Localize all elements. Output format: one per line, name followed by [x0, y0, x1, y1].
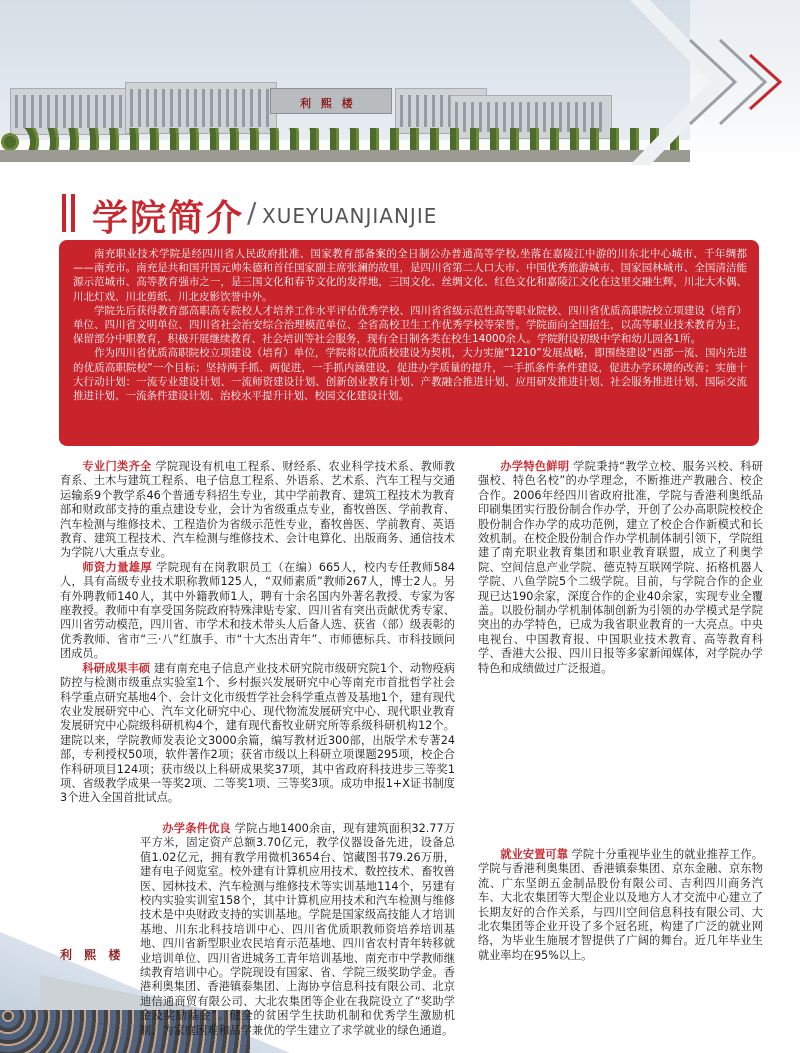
faculty-section — [60, 561, 455, 662]
intro-box — [59, 240, 759, 446]
research-text: 建有南充电子信息产业技术研究院市级研究院1个、动物疫病防控与检测市级重点实验室1个、乡村振兴发展研究中心等南充市首批哲学社会科学重点研究基地4个、会计文化市级哲学社会科学重点普及基地1个，建有现代农业发展研究中心、汽车文化研究中心、现代物流发展研究中心、现代职业教育发展研究中心院级科研机构4个，建有现代畜牧业研究所等系级科研机构12个。建院以来，学院教师发表论文3000余篇，编写教材近300部，出版学术专著24部，专利授权50项，软件著作2项；获省市级以上科研立项课题295项，校企合作科研项目124项；获市级以上科研成果奖37项，其中省政府科技进步三等奖1项、省级教学成果一等奖2项、二等奖1项、三等奖3项。成功申报1+X证书制度3个进入全国首批试点。 — [60, 661, 455, 805]
title-bar-right — [71, 194, 75, 232]
intro-paragraph: 作为四川省优质高职院校立项建设（培育）单位，学院将以优质校建设为契机，大力实施“1210”发展战略，即围绕建设“西部一流、国内先进的优质高职院校”一个目标；坚持两手抓、两促进，一手抓内涵建设，促进办学质量的提升，一手抓条件条件建设，促进办学环境的改善；实施十大行动计划：一流专业建设计划、一流师资建设计划、创新创业教育计划、产教融合推进计划、应用研发推进计划、社会服务推进计划、国际交流推进计划、一流条件建设计划、治校水平提升计划、校园文化建设计划。 — [73, 347, 747, 403]
features-text: 学院秉持“教学立校、服务兴校、科研强校、特色名校”的办学理念，不断推进产教融合、校企合作。2006年经四川省政府批准，学院与香港利奥纸品印刷集团实行股份制合作办学，开创了公办高职院校校企股份制合作办学的成功范例，建立了校企合作新模式和长效机制。在校企股份制合作办学机制体制引领下，学院组建了南充职业教育集团和职业教育联盟，成立了利奥学院、空间信息产业学院、德克特互联网学院、拓格机器人学院、八鱼学院5个二级学院。目前，与学院合作的企业现已达190余家，深度合作的企业40余家，实现专业全覆盖。以股份制办学机制体制创新为引领的办学模式是学院突出的办学特色，已成为我省职业教育的一大亮点。中央电视台、中国教育报、中国职业技术教育、高等教育科学、香港大公报、四川日报等多家新闻媒体，对学院办学特色和成绩做过广泛报道。 — [478, 460, 763, 675]
features-section — [478, 460, 763, 676]
title-bar-left — [62, 194, 66, 232]
majors-heading: 专业门类齐全 — [82, 460, 152, 473]
facilities-text: 学院占地1400余亩，现有建筑面积32.77万平方米，固定资产总额3.70亿元，教学仪器设备先进，设备总值1.02亿元，拥有教学用微机3654台、馆藏图书79.26万册，建有电子阅览室。校外建有计算机应用技术、数控技术、畜牧兽医、园林技术、汽车检测与维修技术等实训基地114个，另建有校内实验实训室158个，其中计算机应用技术和汽车检测与维修技术是中央财政支持的实训基地。学院是国家级高技能人才培训基地、川东北科技培训中心、四川省优质职教师资培养培训基地、四川省新型职业农民培育示范基地、四川省农村青年转移就业培训单位、四川省进城务工青年培训基地、南充市中学教师继续教育培训中心。学院现设有国家、省、学院三级奖助学金。香港利奥集团、香港镇泰集团、上海协亨信息科技有限公司、北京迪信通商贸有限公司、大北农集团等企业在我院设立了“奖助学金及奖励基金”。健全的贫困学生扶助机制和优秀学生激励机制，为家庭困难和品学兼优的学生建立了求学就业的绿色通道。 — [140, 822, 455, 1037]
page-title: 学院简介 — [92, 198, 245, 239]
research-section — [60, 662, 455, 806]
header-banner-photo — [0, 0, 800, 165]
title-separator: / — [247, 196, 257, 229]
research-heading: 科研成果丰硕 — [82, 661, 151, 675]
facilities-section — [140, 822, 455, 1038]
left-column-lower — [60, 822, 455, 1038]
road — [0, 150, 690, 162]
facilities-heading: 办学条件优良 — [162, 822, 231, 835]
page-subtitle-pinyin: XUEYUANJIANJIE — [262, 204, 438, 228]
intro-paragraph: 南充职业技术学院是经四川省人民政府批准、国家教育部备案的全日制公办普通高等学校,坐落在嘉陵江中游的川东北中心城市、千年绸都——南充市。南充是共和国开国元帅朱德和首任国家副主席张澜的故里，是四川省第二人口大市、中国优秀旅游城市、国家园林城市、全国清洁能源示范城市、高等教育强市之一，是三国文化和春节文化的发祥地，三国文化、丝绸文化、红色文化和嘉陵江文化在这里交融生辉，川北大木偶、川北灯戏、川北剪纸、川北皮影饮誉中外。 — [73, 248, 747, 303]
features-heading: 办学特色鲜明 — [500, 460, 570, 473]
employment-heading: 就业安置可靠 — [500, 848, 568, 861]
gate-sign: 利 熙 楼 — [300, 97, 356, 110]
right-column-lower — [478, 848, 763, 963]
building-mid-left — [125, 82, 277, 134]
left-column-upper — [60, 460, 455, 806]
right-column-upper — [478, 460, 763, 676]
employment-text: 学院十分重视毕业生的就业推荐工作。学院与香港利奥集团、香港镇泰集团、京东金融、京东物流、广东坚朗五金制品股份有限公司、吉利四川商务汽车、大北农集团等大型企业以及地方人才交流中心建立了长期友好的合作关系，与四川空间信息科技有限公司、大北农集团等企业开设了多个冠名班，构建了广泛的就业网络，为毕业生施展才智提供了广阔的舞台。近几年毕业生就业率均在95%以上。 — [478, 848, 763, 962]
faculty-heading: 师资力量雄厚 — [82, 560, 153, 574]
employment-section — [478, 848, 763, 963]
majors-section — [60, 460, 455, 561]
faculty-text: 学院现有在岗教职员工（在编）665人，校内专任教师584人，具有高级专业技术职称教师125人，“双师素质”教师267人，博士2人。另有外聘教师140人，其中外籍教师1人，聘有十余名国内外著名教授、专家为客座教授。教师中有享受国务院政府特殊津贴专家、四川省有突出贡献优秀专家、四川省劳动模范，四川省、市学术和技术带头人后备人选、获省（部）级表彰的优秀教师、省市“三·八”红旗手、市“十大杰出青年”、市师德标兵、市科技顾问团成员。 — [60, 560, 455, 661]
majors-text: 学院现设有机电工程系、财经系、农业科学技术系、教师教育系、土木与建筑工程系、电子信息工程系、外语系、艺术系、汽车工程与交通运输系9个教学系46个普通专科招生专业，其中学前教育、建筑工程技术为教育部和财政部支持的重点建设专业，会计为省级重点专业，畜牧兽医、学前教育、汽车检测与维修技术、工程造价为省级示范性专业，畜牧兽医、学前教育、英语教育、建筑工程技术、汽车检测与维修技术、会计电算化、出版商务、通信技术为学院八大重点专业。 — [60, 460, 455, 560]
inset-gate-sign: 利 熙 楼 — [60, 948, 125, 962]
chevron-arrow-icon — [620, 0, 800, 165]
intro-paragraph: 学院先后获得教育部高职高专院校人才培养工作水平评估优秀学校、四川省省级示范性高等职业院校、四川省优质高职院校立项建设（培育）单位、四川省文明单位、四川省社会治安综合治理模范单位、全省高校卫生工作优秀学校等荣誉。学院面向全国招生，以高等职业技术教育为主，保留部分中职教育，积极开展继续教育、社会培训等社会服务，现有全日制各类在校生14000余人。学院附设初级中学和幼儿园各1所。 — [73, 304, 747, 346]
